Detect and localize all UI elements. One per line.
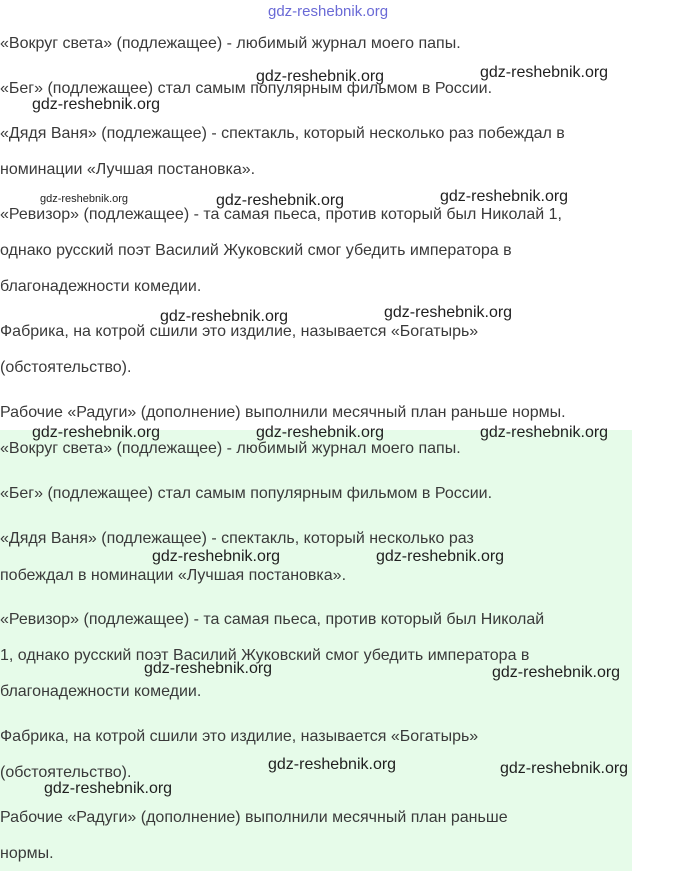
text-line: «Дядя Ваня» (подлежащее) - спектакль, который несколько раз побеждал в (0, 125, 565, 142)
text-line: благонадежности комедии. (0, 683, 202, 700)
watermark: gdz-reshebnik.org (32, 424, 161, 441)
text-line: побеждал в номинации «Лучшая постановка». (0, 567, 347, 584)
watermark: gdz-reshebnik.org (152, 548, 281, 565)
watermark: gdz-reshebnik.org (268, 756, 397, 773)
watermark: gdz-reshebnik.org (144, 660, 273, 677)
watermark: gdz-reshebnik.org (40, 193, 129, 205)
watermark: gdz-reshebnik.org (480, 424, 609, 441)
watermark: gdz-reshebnik.org (440, 188, 569, 205)
watermark: gdz-reshebnik.org (376, 548, 505, 565)
watermark: gdz-reshebnik.org (256, 68, 385, 85)
text-line: благонадежности комедии. (0, 278, 202, 295)
text-line: 1, однако русский поэт Василий Жуковский смог убедить императора в (0, 647, 530, 664)
watermark: gdz-reshebnik.org (480, 64, 609, 81)
text-line: «Вокруг света» (подлежащее) - любимый журнал моего папы. (0, 35, 461, 52)
text-line: (обстоятельство). (0, 764, 132, 781)
watermark: gdz-reshebnik.org (268, 3, 389, 20)
watermark: gdz-reshebnik.org (384, 304, 513, 321)
text-line: «Бег» (подлежащее) стал самым популярным фильмом в России. (0, 485, 493, 502)
watermark: gdz-reshebnik.org (32, 96, 161, 113)
text-line: Рабочие «Радуги» (дополнение) выполнили месячный план раньше (0, 809, 508, 826)
text-line: «Дядя Ваня» (подлежащее) - спектакль, который несколько раз (0, 530, 474, 547)
text-line: однако русский поэт Василий Жуковский смог убедить императора в (0, 242, 512, 259)
watermark: gdz-reshebnik.org (160, 308, 289, 325)
watermark: gdz-reshebnik.org (256, 424, 385, 441)
text-line: Фабрика, на котрой сшили это издилие, называется «Богатырь» (0, 728, 479, 745)
text-line: Фабрика, на котрой сшили это издилие, называется «Богатырь» (0, 323, 479, 340)
text-line: «Ревизор» (подлежащее) - та самая пьеса, против который был Николай 1, (0, 206, 562, 223)
text-line: «Ревизор» (подлежащее) - та самая пьеса, против который был Николай (0, 611, 545, 628)
watermark: gdz-reshebnik.org (492, 664, 621, 681)
text-line: «Вокруг света» (подлежащее) - любимый журнал моего папы. (0, 440, 461, 457)
text-line: (обстоятельство). (0, 359, 132, 376)
text-line: нормы. (0, 845, 54, 862)
text-line: номинации «Лучшая постановка». (0, 161, 256, 178)
text-line: Рабочие «Радуги» (дополнение) выполнили месячный план раньше нормы. (0, 404, 566, 421)
watermark: gdz-reshebnik.org (500, 760, 629, 777)
watermark: gdz-reshebnik.org (44, 780, 173, 797)
watermark: gdz-reshebnik.org (216, 192, 345, 209)
text-line: «Бег» (подлежащее) стал самым популярным фильмом в России. (0, 80, 493, 97)
